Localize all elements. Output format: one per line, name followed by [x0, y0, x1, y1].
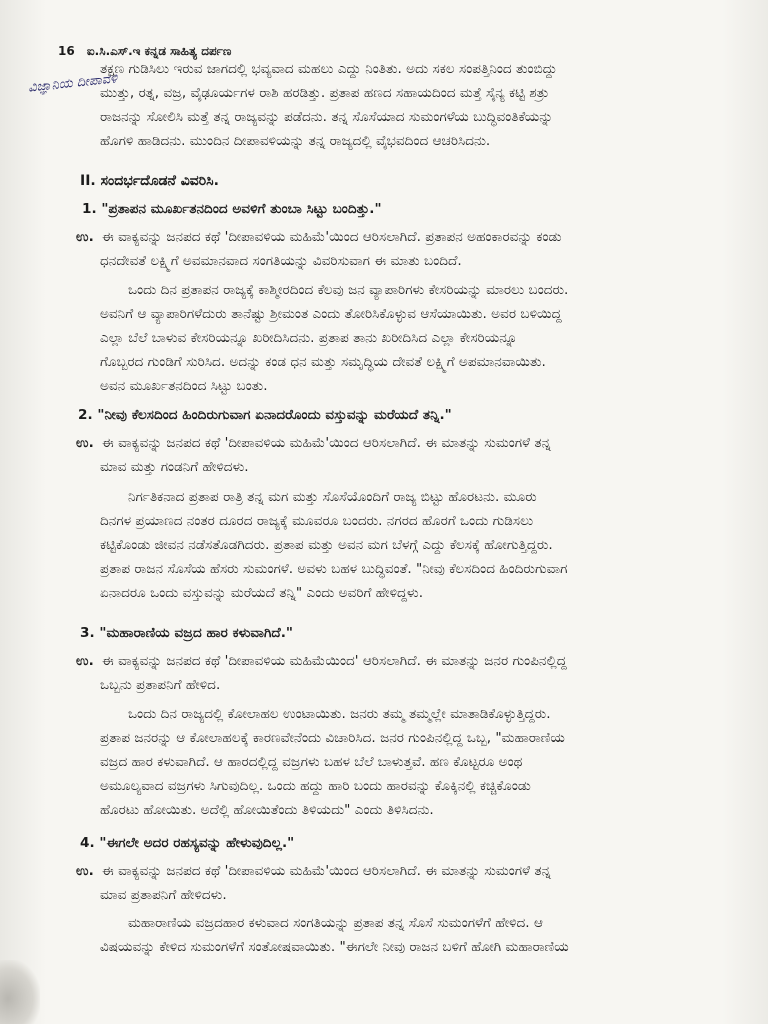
- book-title: ಐ.ಸಿ.ಎಸ್.ಇ ಕನ್ನಡ ಸಾಹಿತ್ಯ ದರ್ಪಣ: [86, 44, 232, 58]
- handwritten-note: ವಿಜ್ಞಾನಿಯ ದೀಪಾವಳಿ: [27, 71, 118, 96]
- question-text: "ಪ್ರತಾಪನ ಮೂರ್ಖತನದಿಂದ ಅವಳಿಗೆ ತುಂಬಾ ಸಿಟ್ಟು ಬಂದಿತ್ತು.": [101, 201, 382, 217]
- answer-line: [76, 432, 768, 454]
- paragraph-line: ಒಂದು ದಿನ ರಾಜ್ಯದಲ್ಲಿ ಕೋಲಾಹಲ ಉಂಟಾಯಿತು. ಜನರು ತಮ್ಮ ತಮ್ಮಲ್ಲೇ ಮಾತಾಡಿಕೊಳ್ಳುತ್ತಿದ್ದರು.: [128, 706, 551, 722]
- answer-line: ಧನದೇವತೆ ಲಕ್ಷ್ಮಿಗೆ ಅವಮಾನವಾದ ಸಂಗತಿಯನ್ನು ವಿವರಿಸುವಾಗ ಈ ಮಾತು ಬಂದಿದೆ.: [100, 253, 462, 269]
- answer-label: ಉ.: [76, 863, 94, 879]
- paragraph-line: ಅವನ ಮೂರ್ಖತನದಿಂದ ಸಿಟ್ಟು ಬಂತು.: [100, 378, 268, 394]
- question-3: [80, 622, 768, 644]
- intro-line: ರಾಜನನ್ನು ಸೋಲಿಸಿ ಮತ್ತೆ ತನ್ನ ರಾಜ್ಯವನ್ನು ಪಡೆದನು. ತನ್ನ ಸೊಸೆಯಾದ ಸುಮಂಗಳೆಯ ಬುದ್ಧಿವಂತಿಕೆಯನ್ನು: [100, 109, 553, 125]
- thumb-shadow: [0, 960, 40, 1024]
- question-text: "ನೀವು ಕೆಲಸದಿಂದ ಹಿಂದಿರುಗುವಾಗ ಏನಾದರೊಂದು ವಸ್ತುವನ್ನು ಮರೆಯದೆ ತನ್ನಿ.": [97, 407, 452, 423]
- answer-text: ಈ ವಾಕ್ಯವನ್ನು ಜನಪದ ಕಥೆ 'ದೀಪಾವಳಿಯ ಮಹಿಮೆಯಿಂದ' ಆರಿಸಲಾಗಿದೆ. ಈ ಮಾತನ್ನು ಜನರ ಗುಂಪಿನಲ್ಲಿದ್ದ: [102, 653, 567, 669]
- answer-label: ಉ.: [76, 653, 94, 669]
- answer-line: ಒಬ್ಬನು ಪ್ರತಾಪನಿಗೆ ಹೇಳಿದ.: [100, 677, 221, 693]
- intro-line: ಮುತ್ತು, ರತ್ನ, ವಜ್ರ, ವೈಢೂರ್ಯಗಳ ರಾಶಿ ಹರಡಿತ್ತು. ಪ್ರತಾಪ ಹಣದ ಸಹಾಯದಿಂದ ಮತ್ತೆ ಸೈನ್ಯ ಕಟ್ಟಿ ಶತ್ರು: [100, 85, 549, 101]
- paragraph-line: ವಿಷಯವನ್ನು ಕೇಳಿದ ಸುಮಂಗಳೆಗೆ ಸಂತೋಷವಾಯಿತು. "ಈಗಲೇ ನೀವು ರಾಜನ ಬಳಿಗೆ ಹೋಗಿ ಮಹಾರಾಣಿಯ: [100, 939, 569, 955]
- paragraph-line: ಪ್ರತಾಪ ಜನರನ್ನು ಆ ಕೋಲಾಹಲಕ್ಕೆ ಕಾರಣವೇನೆಂದು ವಿಚಾರಿಸಿದ. ಜನರ ಗುಂಪಿನಲ್ಲಿದ್ದ ಒಬ್ಬ, "ಮಹಾರಾಣಿಯ: [100, 730, 565, 746]
- answer-text: ಈ ವಾಕ್ಯವನ್ನು ಜನಪದ ಕಥೆ 'ದೀಪಾವಳಿಯ ಮಹಿಮೆ'ಯಿಂದ ಆರಿಸಲಾಗಿದೆ. ಪ್ರತಾಪನ ಅಹಂಕಾರವನ್ನು ಕಂಡು: [102, 229, 562, 245]
- question-text: "ಮಹಾರಾಣಿಯ ವಜ್ರದ ಹಾರ ಕಳುವಾಗಿದೆ.": [99, 625, 293, 641]
- page-number: 16: [58, 44, 75, 58]
- paragraph-line: ನಿರ್ಗತಿಕನಾದ ಪ್ರತಾಪ ರಾತ್ರಿ ತನ್ನ ಮಗ ಮತ್ತು ಸೊಸೆಯೊಂದಿಗೆ ರಾಜ್ಯ ಬಿಟ್ಟು ಹೊರಟನು. ಮೂರು: [128, 489, 537, 505]
- paragraph-line: ಹೊರಟು ಹೋಯಿತು. ಅದೆಲ್ಲಿ ಹೋಯಿತೆಂದು ತಿಳಿಯದು" ಎಂದು ತಿಳಿಸಿದನು.: [100, 802, 434, 818]
- answer-line: ಮಾವ ಪ್ರತಾಪನಿಗೆ ಹೇಳಿದಳು.: [100, 887, 227, 903]
- paragraph-line: ಗೊಬ್ಬರದ ಗುಂಡಿಗೆ ಸುರಿಸಿದ. ಅದನ್ನು ಕಂಡ ಧನ ಮತ್ತು ಸಮೃದ್ಧಿಯ ದೇವತೆ ಲಕ್ಷ್ಮಿಗೆ ಅಪಮಾನವಾಯಿತು.: [100, 354, 546, 370]
- paragraph-line: ಅವನಿಗೆ ಆ ವ್ಯಾಪಾರಿಗಳೆದುರು ತಾನೆಷ್ಟು ಶ್ರೀಮಂತ ಎಂದು ತೋರಿಸಿಕೊಳ್ಳುವ ಆಸೆಯಾಯಿತು. ಅವರ ಬಳಿಯಿದ್ದ: [100, 306, 562, 322]
- paragraph-line: ವಜ್ರದ ಹಾರ ಕಳುವಾಗಿದೆ. ಆ ಹಾರದಲ್ಲಿದ್ದ ವಜ್ರಗಳು ಬಹಳ ಬೆಲೆ ಬಾಳುತ್ತವೆ. ಹಣ ಕೊಟ್ಟರೂ ಅಂಥ: [100, 754, 523, 770]
- answer-line: ಮಾವ ಮತ್ತು ಗಂಡನಿಗೆ ಹೇಳಿದಳು.: [100, 459, 249, 475]
- intro-line: ತಕ್ಷಣ ಗುಡಿಸಿಲು ಇರುವ ಜಾಗದಲ್ಲಿ ಭವ್ಯವಾದ ಮಹಲು ಎದ್ದು ನಿಂತಿತು. ಅದು ಸಕಲ ಸಂಪತ್ತಿನಿಂದ ತುಂಬಿದ್ದು: [100, 61, 558, 77]
- question-text: "ಈಗಲೇ ಅದರ ರಹಸ್ಯವನ್ನು ಹೇಳುವುದಿಲ್ಲ.": [99, 835, 295, 851]
- question-2: [78, 404, 768, 426]
- question-number: 4.: [80, 835, 95, 851]
- question-number: 2.: [78, 407, 93, 423]
- paragraph-line: ಕಟ್ಟಿಕೊಂಡು ಜೀವನ ನಡೆಸತೊಡಗಿದರು. ಪ್ರತಾಪ ಮತ್ತು ಅವನ ಮಗ ಬೆಳಗ್ಗೆ ಎದ್ದು ಕೆಲಸಕ್ಕೆ ಹೋಗುತ್ತಿದ್ದರು.: [100, 537, 553, 553]
- answer-label: ಉ.: [76, 229, 94, 245]
- answer-line: [76, 226, 768, 248]
- paragraph-line: ಪ್ರತಾಪ ರಾಜನ ಸೊಸೆಯ ಹೆಸರು ಸುಮಂಗಳೆ. ಅವಳು ಬಹಳ ಬುದ್ಧಿವಂತೆ. "ನೀವು ಕೆಲಸದಿಂದ ಹಿಂದಿರುಗುವಾಗ: [100, 561, 568, 577]
- question-4: [80, 832, 768, 854]
- paragraph-line: ಅಮೂಲ್ಯವಾದ ವಜ್ರಗಳು ಸಿಗುವುದಿಲ್ಲ. ಒಂದು ಹದ್ದು ಹಾರಿ ಬಂದು ಹಾರವನ್ನು ಕೊಕ್ಕಿನಲ್ಲಿ ಕಚ್ಚಿಕೊಂಡು: [100, 778, 531, 794]
- paragraph-line: ಮಹಾರಾಣಿಯ ವಜ್ರದಹಾರ ಕಳುವಾದ ಸಂಗತಿಯನ್ನು ಪ್ರತಾಪ ತನ್ನ ಸೊಸೆ ಸುಮಂಗಳೆಗೆ ಹೇಳಿದ. ಆ: [128, 915, 543, 931]
- answer-text: ಈ ವಾಕ್ಯವನ್ನು ಜನಪದ ಕಥೆ 'ದೀಪಾವಳಿಯ ಮಹಿಮೆ'ಯಿಂದ ಆರಿಸಲಾಗಿದೆ. ಈ ಮಾತನ್ನು ಸುಮಂಗಳೆ ತನ್ನ: [102, 435, 551, 451]
- section-heading: II. ಸಂದರ್ಭದೊಡನೆ ವಿವರಿಸಿ.: [80, 173, 219, 189]
- answer-text: ಈ ವಾಕ್ಯವನ್ನು ಜನಪದ ಕಥೆ 'ದೀಪಾವಳಿಯ ಮಹಿಮೆ'ಯಿಂದ ಆರಿಸಲಾಗಿದೆ. ಈ ಮಾತನ್ನು ಸುಮಂಗಳೆ ತನ್ನ: [102, 863, 551, 879]
- question-number: 1.: [82, 201, 97, 217]
- paragraph-line: ಒಂದು ದಿನ ಪ್ರತಾಪನ ರಾಜ್ಯಕ್ಕೆ ಕಾಶ್ಮೀರದಿಂದ ಕೆಲವು ಜನ ವ್ಯಾಪಾರಿಗಳು ಕೇಸರಿಯನ್ನು ಮಾರಲು ಬಂದರು.: [128, 282, 569, 298]
- page-header: [58, 44, 748, 59]
- paragraph-line: ದಿನಗಳ ಪ್ರಯಾಣದ ನಂತರ ದೂರದ ರಾಜ್ಯಕ್ಕೆ ಮೂವರೂ ಬಂದರು. ನಗರದ ಹೊರಗೆ ಒಂದು ಗುಡಿಸಲು: [100, 513, 534, 529]
- question-1: [82, 198, 768, 220]
- question-number: 3.: [80, 625, 95, 641]
- answer-label: ಉ.: [76, 435, 94, 451]
- intro-line: ಹೊಗಳಿ ಹಾಡಿದನು. ಮುಂದಿನ ದೀಪಾವಳಿಯನ್ನು ತನ್ನ ರಾಜ್ಯದಲ್ಲಿ ವೈಭವದಿಂದ ಆಚರಿಸಿದನು.: [100, 133, 491, 149]
- paragraph-line: ಎಲ್ಲಾ ಬೆಲೆ ಬಾಳುವ ಕೇಸರಿಯನ್ನೂ ಖರೀದಿಸಿದನು. ಪ್ರತಾಪ ತಾನು ಖರೀದಿಸಿದ ಎಲ್ಲಾ ಕೇಸರಿಯನ್ನೂ: [100, 330, 518, 346]
- paragraph-line: ಏನಾದರೂ ಒಂದು ವಸ್ತುವನ್ನು ಮರೆಯದೆ ತನ್ನಿ" ಎಂದು ಅವರಿಗೆ ಹೇಳಿದ್ದಳು.: [100, 585, 424, 601]
- answer-line: [76, 650, 768, 672]
- answer-line: [76, 860, 768, 882]
